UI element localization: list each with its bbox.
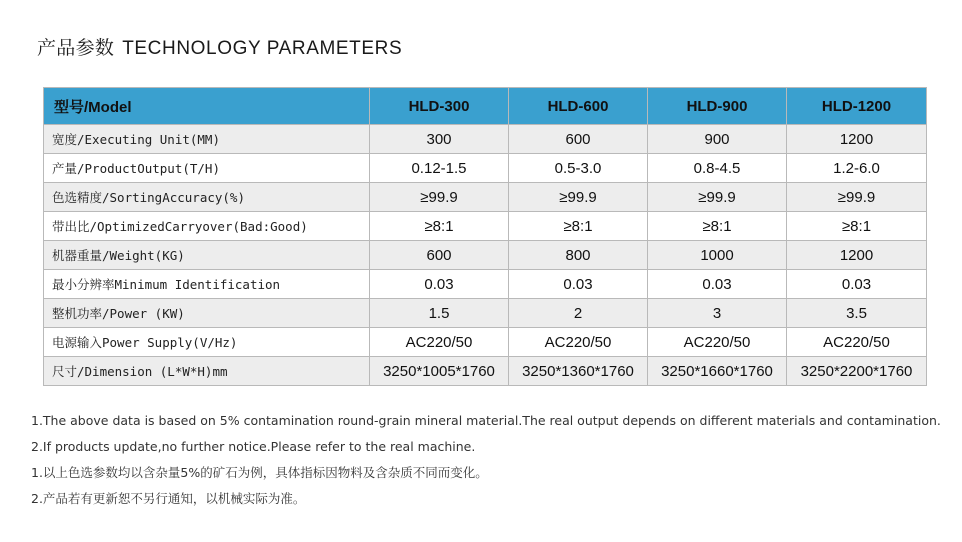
row-value: 0.03: [787, 270, 927, 299]
row-value: 3250*2200*1760: [787, 357, 927, 386]
row-value: 1.5: [370, 299, 509, 328]
row-label: 尺寸/Dimension (L*W*H)mm: [44, 357, 370, 386]
table-row: [44, 183, 927, 212]
row-label: 带出比/OptimizedCarryover(Bad:Good): [44, 212, 370, 241]
header-model: HLD-900: [648, 88, 787, 125]
row-value: ≥99.9: [370, 183, 509, 212]
row-value: ≥99.9: [787, 183, 927, 212]
row-value: 600: [509, 125, 648, 154]
row-value: 0.5-3.0: [509, 154, 648, 183]
table-body: [44, 125, 927, 386]
row-value: 1.2-6.0: [787, 154, 927, 183]
row-value: 2: [509, 299, 648, 328]
row-value: AC220/50: [787, 328, 927, 357]
row-value: 800: [509, 241, 648, 270]
row-label: 宽度/Executing Unit(MM): [44, 125, 370, 154]
note-line: 1.The above data is based on 5% contamination round-grain mineral material.The real output depends on different materials and contamination.: [31, 413, 941, 428]
row-value: 0.03: [509, 270, 648, 299]
row-value: 3.5: [787, 299, 927, 328]
row-label: 电源输入Power Supply(V/Hz): [44, 328, 370, 357]
row-value: 1200: [787, 241, 927, 270]
note-line: 2.If products update,no further notice.Please refer to the real machine.: [31, 439, 476, 454]
row-value: ≥8:1: [648, 212, 787, 241]
row-value: ≥8:1: [370, 212, 509, 241]
row-value: AC220/50: [509, 328, 648, 357]
row-value: AC220/50: [370, 328, 509, 357]
table-row: [44, 328, 927, 357]
row-value: 3250*1360*1760: [509, 357, 648, 386]
header-model-label: 型号/Model: [44, 88, 370, 125]
note-line: 2.产品若有更新恕不另行通知，以机械实际为准。: [31, 491, 306, 506]
row-value: 3: [648, 299, 787, 328]
row-value: ≥99.9: [509, 183, 648, 212]
row-label: 色选精度/SortingAccuracy(%): [44, 183, 370, 212]
table-row: [44, 212, 927, 241]
row-value: 300: [370, 125, 509, 154]
row-value: 0.12-1.5: [370, 154, 509, 183]
table-row: [44, 125, 927, 154]
row-value: AC220/50: [648, 328, 787, 357]
parameters-table: [43, 87, 927, 386]
row-label: 最小分辨率Minimum Identification: [44, 270, 370, 299]
notes: [31, 412, 956, 516]
row-value: ≥8:1: [787, 212, 927, 241]
row-value: 3250*1660*1760: [648, 357, 787, 386]
row-value: 1200: [787, 125, 927, 154]
page-title-en: TECHNOLOGY PARAMETERS: [122, 38, 403, 59]
table-row: [44, 299, 927, 328]
table-row: [44, 154, 927, 183]
row-value: 0.03: [648, 270, 787, 299]
row-value: 0.03: [370, 270, 509, 299]
header-model: HLD-300: [370, 88, 509, 125]
row-value: 3250*1005*1760: [370, 357, 509, 386]
row-value: 1000: [648, 241, 787, 270]
page-title: [37, 33, 402, 60]
page-title-cn: 产品参数: [37, 37, 115, 59]
row-label: 整机功率/Power (KW): [44, 299, 370, 328]
row-value: 0.8-4.5: [648, 154, 787, 183]
row-value: 600: [370, 241, 509, 270]
note-line: 1.以上色选参数均以含杂量5%的矿石为例，具体指标因物料及含杂质不同而变化。: [31, 465, 488, 480]
row-value: 900: [648, 125, 787, 154]
header-model: HLD-600: [509, 88, 648, 125]
table-row: [44, 357, 927, 386]
row-value: ≥8:1: [509, 212, 648, 241]
header-model: HLD-1200: [787, 88, 927, 125]
row-value: ≥99.9: [648, 183, 787, 212]
row-label: 产量/ProductOutput(T/H): [44, 154, 370, 183]
row-label: 机器重量/Weight(KG): [44, 241, 370, 270]
table-header-row: [44, 88, 927, 125]
table-row: [44, 241, 927, 270]
table-row: [44, 270, 927, 299]
